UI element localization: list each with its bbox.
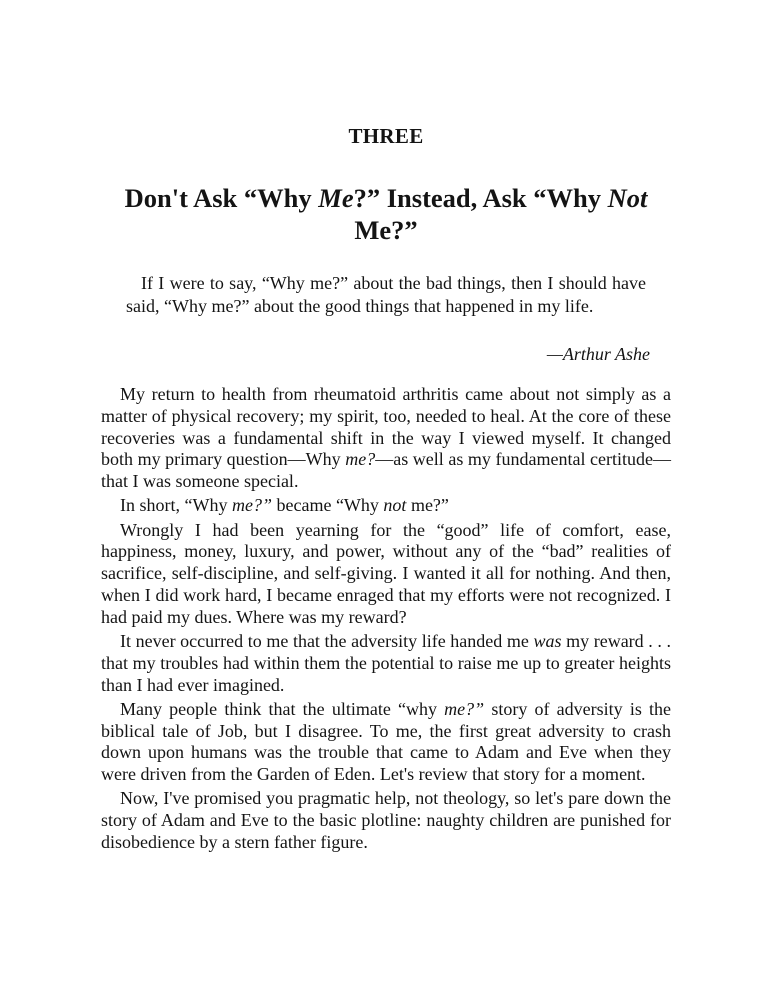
- text-run: my reward . . . that my troubles had within them the potential to raise me up to greater heights than I had ever imagined.: [101, 630, 671, 695]
- text-run: In short, “Why: [120, 495, 232, 516]
- text-run: It never occurred to me that the adversity life handed me: [120, 630, 534, 651]
- epigraph-quote: If I were to say, “Why me?” about the bad things, then I should have said, “Why me?” about the good things that happened in my life.: [126, 273, 646, 316]
- emphasis: me?: [345, 449, 376, 470]
- emphasis: me?”: [444, 698, 485, 719]
- title-emphasis-me: Me: [318, 183, 354, 213]
- body-text: [101, 384, 671, 856]
- paragraph: [101, 495, 671, 517]
- text-run: Now, I've promised you pragmatic help, not theology, so let's pare down the story of Adam and Eve to the basic plotline: naughty children are punished for disobedience by a stern father figure.: [101, 788, 671, 852]
- text-run: became “Why: [271, 495, 384, 516]
- emphasis: not: [383, 495, 407, 516]
- text-run: My return to health from rheumatoid arthritis came about not simply as a matter of physical recovery; my spirit, too, needed to heal. At the core of these recoveries was a fundamental shift in the way I viewed myself. It changed both my primary question—Why: [101, 384, 671, 470]
- title-part: ?” Instead, Ask “Why: [353, 183, 608, 213]
- emphasis: me?”: [231, 495, 272, 516]
- title-emphasis-not: Not: [607, 183, 648, 213]
- emphasis: was: [533, 630, 562, 651]
- chapter-title: [100, 182, 672, 246]
- text-run: —as well as my fundamental certitude—that I was someone special.: [101, 449, 671, 492]
- paragraph: [101, 384, 671, 493]
- text-run: me?”: [406, 495, 449, 516]
- chapter-number: THREE: [348, 124, 424, 148]
- text-run: Wrongly I had been yearning for the “good” life of comfort, ease, happiness, money, luxury, and power, without any of the “bad” realities of sacrifice, self-discipline, and self-giving. I wanted it all for nothing. And then, when I did work hard, I became enraged that my efforts were not recognized. I had paid my dues. Where was my reward?: [101, 519, 671, 627]
- paragraph: [101, 699, 671, 786]
- paragraph: [101, 631, 671, 696]
- text-run: story of adversity is the biblical tale of Job, but I disagree. To me, the first great adversity to crash down upon humans was the trouble that came to Adam and Eve when they were driven from the Garden of Eden. Let's review that story for a moment.: [101, 698, 671, 785]
- paragraph: [101, 520, 671, 629]
- text-run: Many people think that the ultimate “why: [120, 698, 445, 719]
- paragraph: [101, 788, 671, 853]
- epigraph-attribution: —Arthur Ashe: [546, 344, 650, 364]
- title-part: Me?”: [354, 215, 418, 245]
- title-part: Don't Ask “Why: [124, 183, 319, 213]
